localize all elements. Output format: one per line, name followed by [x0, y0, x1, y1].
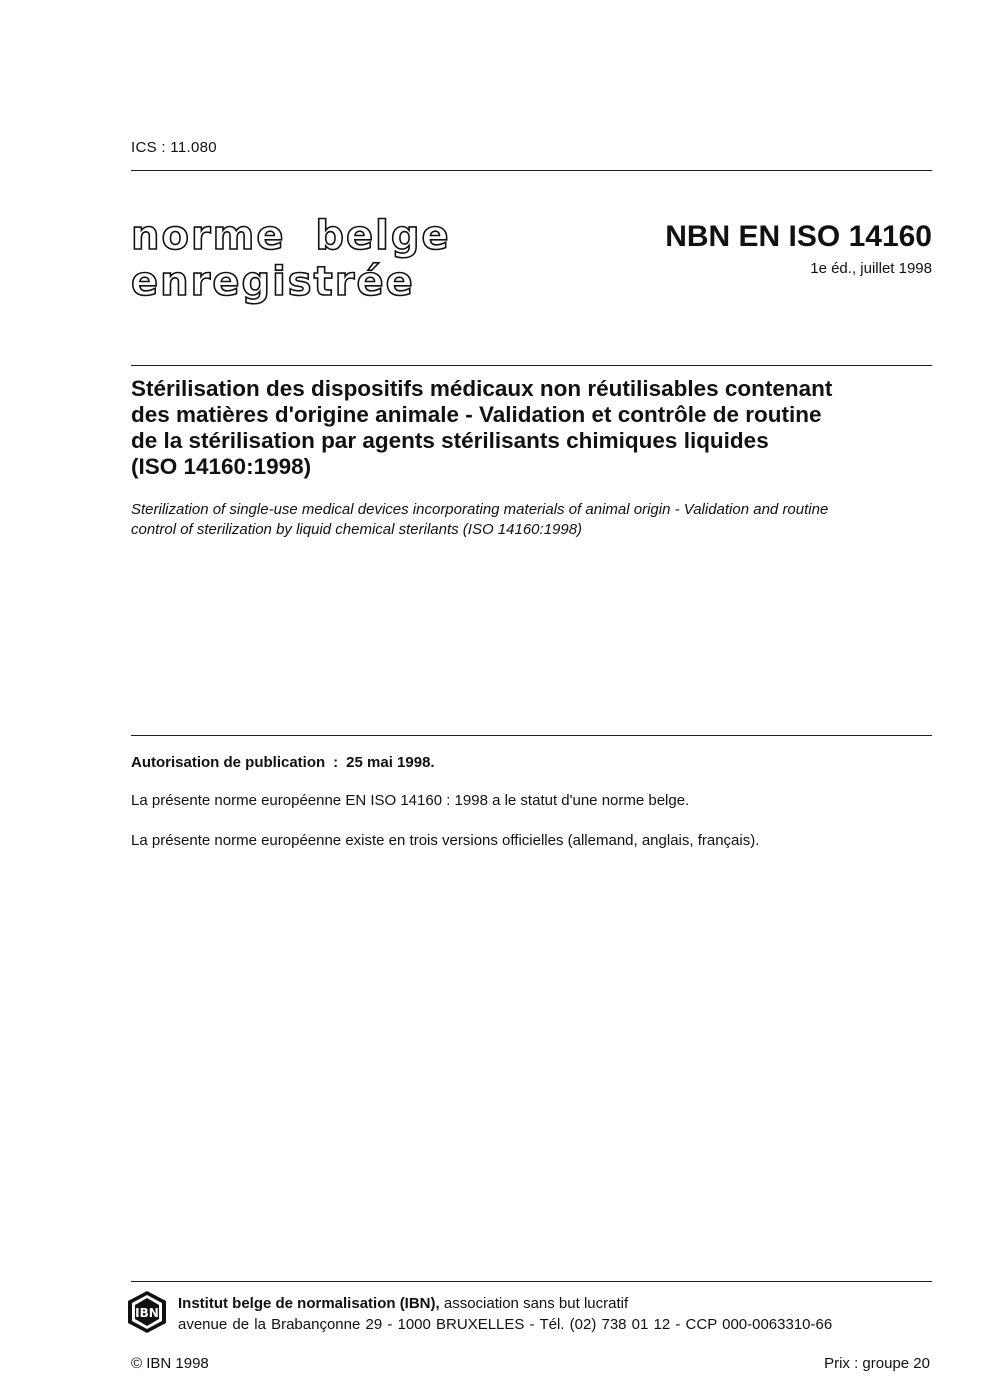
publication-date: 25 mai 1998. — [346, 754, 435, 771]
divider-publication — [131, 735, 932, 736]
publication-separator: : — [333, 754, 339, 771]
edition-date: 1e éd., juillet 1998 — [810, 260, 932, 277]
ics-code: ICS : 11.080 — [131, 139, 217, 156]
institute-name: Institut belge de normalisation (IBN), — [178, 1295, 440, 1312]
ibn-logo-icon — [127, 1290, 167, 1334]
brand-line-1: norme belge — [131, 213, 451, 259]
french-title-line-3: de la stérilisation par agents stérilisants chimiques liquides — [131, 428, 769, 453]
english-title-line-1: Sterilization of single-use medical devices incorporating materials of animal origin - Validation and routine — [131, 501, 829, 518]
english-title — [131, 500, 936, 540]
divider-title — [131, 365, 932, 366]
institute-type: association sans but lucratif — [443, 1295, 629, 1312]
versions-paragraph: La présente norme européenne existe en trois versions officielles (allemand, anglais, français). — [131, 832, 760, 849]
publication-label: Autorisation de publication — [131, 754, 326, 771]
brand-line-2: enregistrée — [131, 259, 415, 305]
price-group: Prix : groupe 20 — [824, 1355, 930, 1372]
french-title-line-2: des matières d'origine animale - Validation et contrôle de routine — [131, 402, 822, 427]
english-title-line-2: control of sterilization by liquid chemical sterilants (ISO 14160:1998) — [131, 521, 583, 538]
publication-authorization — [131, 754, 435, 771]
status-paragraph: La présente norme européenne EN ISO 14160 : 1998 a le statut d'une norme belge. — [131, 792, 690, 809]
french-title-line-1: Stérilisation des dispositifs médicaux non réutilisables contenant — [131, 376, 833, 401]
french-title-line-4: (ISO 14160:1998) — [131, 454, 312, 479]
copyright: © IBN 1998 — [131, 1355, 209, 1372]
divider-footer — [131, 1281, 932, 1282]
institute-address: avenue de la Brabançonne 29 - 1000 BRUXELLES - Tél. (02) 738 01 12 - CCP 000-0063310-66 — [178, 1316, 833, 1333]
institute-line — [178, 1295, 628, 1312]
divider-top — [131, 170, 932, 171]
svg-text:IBN: IBN — [135, 1306, 159, 1320]
french-title — [131, 376, 936, 480]
standard-code: NBN EN ISO 14160 — [665, 220, 932, 253]
